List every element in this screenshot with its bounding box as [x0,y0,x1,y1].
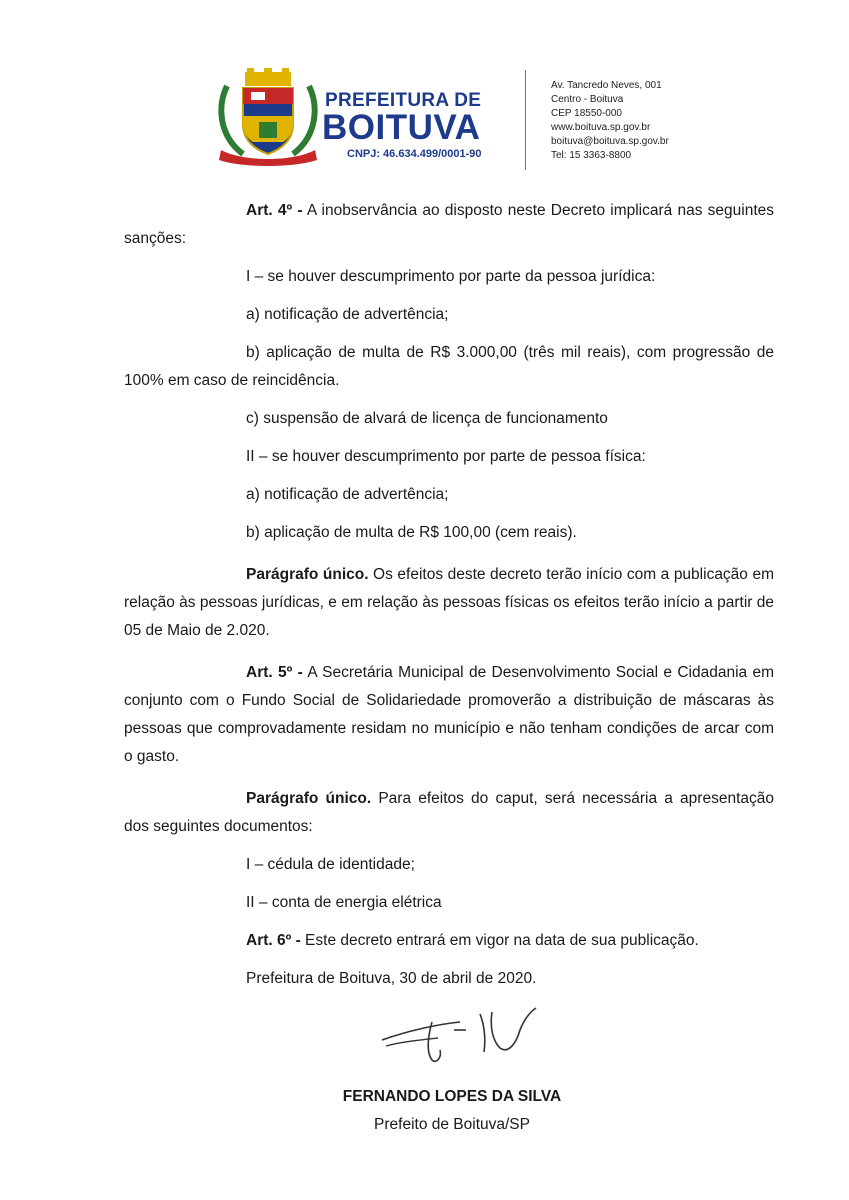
article-4-item-ii: II – se houver descumprimento por parte de pessoa física: [246,448,646,465]
paragraph-unique-2-text: Para efeitos do caput, será necessária a apresentação dos seguintes documentos: [124,790,774,835]
address-line: CEP 18550-000 [551,108,622,119]
article-4-item-i-b: b) aplicação de multa de R$ 3.000,00 (três mil reais), com progressão de 100% em caso de reincidência. [124,344,774,389]
article-5-label: Art. 5º - [246,664,303,681]
article-6-label: Art. 6º - [246,932,301,949]
header-title-line2: BOITUVA [322,108,481,147]
document-body [124,197,774,993]
article-5-text: A Secretária Municipal de Desenvolvimento Social e Cidadania em conjunto com o Fundo Social de Solidariedade promoverão a distribuição de máscaras às pessoas que comprovadamente residam no município e não tenham condições de arcar com o gasto. [124,664,775,765]
signer-name: FERNANDO LOPES DA SILVA [342,1088,562,1105]
document-item-i: I – cédula de identidade; [246,856,415,873]
signer-role: Prefeito de Boituva/SP [374,1116,530,1133]
article-4 [124,197,774,253]
paragraph-unique-1-label: Parágrafo único. [246,566,369,583]
header-address [551,79,669,163]
address-line: Av. Tancredo Neves, 001 [551,80,662,91]
date-line: Prefeitura de Boituva, 30 de abril de 2020. [246,970,537,987]
header-divider [525,70,526,170]
address-phone: Tel: 15 3363-8800 [551,150,632,161]
header-title-line1: PREFEITURA DE [325,90,482,111]
article-4-label: Art. 4º - [246,202,303,219]
paragraph-unique-2-label: Parágrafo único. [246,790,372,807]
address-website: www.boituva.sp.gov.br [551,122,651,133]
article-4-item-ii-a: a) notificação de advertência; [246,486,449,503]
header-cnpj: CNPJ: 46.634.499/0001-90 [347,148,482,160]
article-4-text: A inobservância ao disposto neste Decreto implicará nas seguintes sanções: [124,202,775,247]
article-4-item-i: I – se houver descumprimento por parte da pessoa jurídica: [246,268,656,285]
letterhead [0,0,849,190]
article-5 [124,659,774,771]
article-6 [124,927,774,955]
address-line: Centro - Boituva [551,94,624,105]
city-coat-of-arms-icon [213,66,323,168]
handwritten-signature [380,1000,550,1080]
paragraph-unique-1 [124,561,774,645]
article-4-item-i-c: c) suspensão de alvará de licença de funcionamento [246,410,608,427]
document-item-ii: II – conta de energia elétrica [246,894,442,911]
article-4-item-ii-b: b) aplicação de multa de R$ 100,00 (cem reais). [246,524,577,541]
paragraph-unique-1-text: Os efeitos deste decreto terão início com a publicação em relação às pessoas jurídicas, e em relação às pessoas físicas os efeitos terão início a partir de 05 de Maio de 2.020. [124,566,774,639]
address-email: boituva@boituva.sp.gov.br [551,136,669,147]
article-4-item-i-a: a) notificação de advertência; [246,306,449,323]
article-6-text: Este decreto entrará em vigor na data de sua publicação. [300,932,699,949]
paragraph-unique-2 [124,785,774,841]
